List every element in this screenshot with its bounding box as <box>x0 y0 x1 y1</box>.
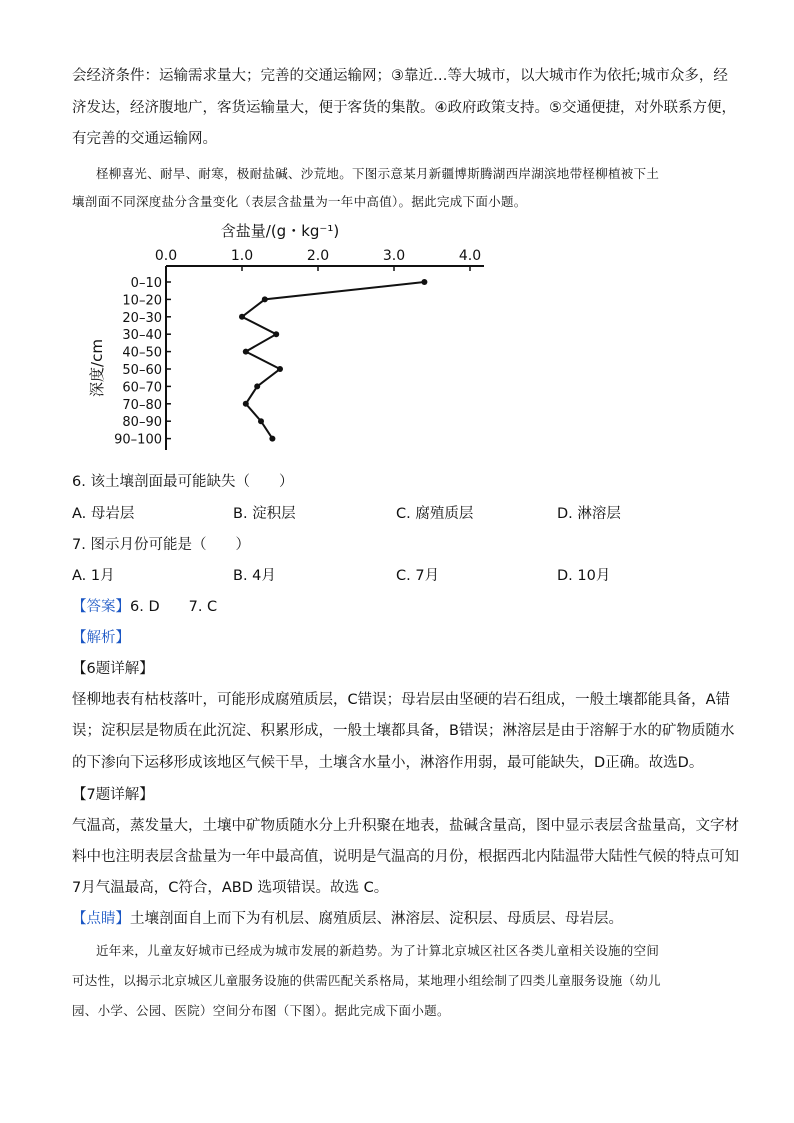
d7-line-2: 料中也注明表层含盐量为一年中最高值，说明是气温高的月份，根据西北内陆温带大陆性气候的特点可知 <box>72 849 739 865</box>
y-tick-label: 80–90 <box>122 415 162 431</box>
y-tick-label: 30–40 <box>122 328 162 344</box>
intro-line-3: 有完善的交通运输网。 <box>72 131 217 147</box>
y-tick-label: 50–60 <box>122 363 162 378</box>
q6-option-d: D. 淋溶层 <box>557 506 621 522</box>
tip-line <box>72 909 623 929</box>
x-tick-label: 1.0 <box>230 248 254 264</box>
material-line-1: 柽柳喜光、耐旱、耐寒，极耐盐碱、沙荒地。下图示意某月新疆博斯腾湖西岸湖滨地带柽柳植被下土 <box>96 166 660 181</box>
x-tick-label: 3.0 <box>382 248 406 264</box>
y-tick-label: 60–70 <box>122 380 162 396</box>
d6-line-2: 误；淀积层是物质在此沉淀、积累形成，一般土壤都具备，B错误；淋溶层是由于溶解于水的矿物质随水 <box>72 723 735 739</box>
next-line-2: 可达性，以揭示北京城区儿童服务设施的供需匹配关系格局，某地理小组绘制了四类儿童服务设施（幼儿 <box>72 973 661 988</box>
chart-ylabel: 深度/cm <box>88 339 106 397</box>
next-line-1: 近年来，儿童友好城市已经成为城市发展的新趋势。为了计算北京城区社区各类儿童相关设施的空间 <box>96 943 660 958</box>
q6-stem: 6. 该土壤剖面最可能缺失（ ） <box>72 474 294 490</box>
y-tick-label: 10–20 <box>122 293 162 309</box>
data-point <box>254 383 260 389</box>
data-point <box>269 436 275 442</box>
intro-line-1: 会经济条件：运输需求量大；完善的交通运输网；③靠近…等大城市，以大城市作为依托;城市众多，经 <box>72 68 728 84</box>
q7-option-d: D. 10月 <box>557 568 611 584</box>
q6-option-c: C. 腐殖质层 <box>396 506 474 522</box>
d7-line-3: 7月气温最高，C符合，ABD 选项错误。故选 C。 <box>72 880 389 896</box>
d7-title: 【7题详解】 <box>72 787 154 803</box>
tip-text: 土壤剖面自上而下为有机层、腐殖质层、淋溶层、淀积层、母质层、母岩层。 <box>130 911 623 927</box>
y-tick-label: 90–100 <box>114 432 162 448</box>
x-tick-label: 2.0 <box>306 248 330 264</box>
y-tick-label: 70–80 <box>122 397 162 413</box>
y-tick-label: 0–10 <box>130 276 162 291</box>
answer-text: 6. D 7. C <box>130 599 218 615</box>
tip-tag: 【点睛】 <box>72 911 130 927</box>
next-line-3: 园、小学、公园、医院）空间分布图（下图）。据此完成下面小题。 <box>72 1003 450 1018</box>
x-tick-label: 0.0 <box>154 248 178 264</box>
d6-line-3: 的下渗向下运移形成该地区气候干旱，土壤含水量小，淋溶作用弱，最可能缺失，D正确。故选D。 <box>72 755 704 771</box>
data-point <box>243 401 249 407</box>
d7-line-1: 气温高，蒸发量大，土壤中矿物质随水分上升积聚在地表，盐碱含量高，图中显示表层含盐量高，文字材 <box>72 818 739 834</box>
intro-line-2: 济发达，经济腹地广，客货运输量大，便于客货的集散。④政府政策支持。⑤交通便捷，对外联系方便， <box>72 100 736 116</box>
data-point <box>273 331 279 337</box>
q7-stem: 7. 图示月份可能是（ ） <box>72 537 250 553</box>
data-point <box>243 349 249 355</box>
q7-option-b: B. 4月 <box>233 568 276 584</box>
answer-line <box>72 597 217 617</box>
x-tick-label: 4.0 <box>458 248 482 264</box>
answer-tag: 【答案】 <box>72 599 130 615</box>
d6-line-1: 怪柳地表有枯枝落叶，可能形成腐殖质层，C错误；母岩层由坚硬的岩石组成，一般土壤都能具备，A错 <box>72 692 731 708</box>
data-point <box>258 418 264 424</box>
data-point <box>262 296 268 302</box>
q6-option-a: A. 母岩层 <box>72 506 135 522</box>
data-point <box>421 279 427 285</box>
material-line-2: 壤剖面不同深度盐分含量变化（表层含盐量为一年中高值）。据此完成下面小题。 <box>72 194 527 209</box>
y-tick-label: 20–30 <box>122 310 162 326</box>
q6-option-b: B. 淀积层 <box>233 506 296 522</box>
data-point <box>239 314 245 320</box>
salt-series-line <box>242 282 424 439</box>
y-tick-label: 40–50 <box>122 345 162 361</box>
d6-title: 【6题详解】 <box>72 661 154 677</box>
q7-option-c: C. 7月 <box>396 568 440 584</box>
salt-depth-chart <box>80 218 500 458</box>
analysis-tag: 【解析】 <box>72 630 130 646</box>
chart-xlabel: 含盐量/(g・kg⁻¹) <box>220 222 340 240</box>
data-point <box>277 366 283 372</box>
q7-option-a: A. 1月 <box>72 568 115 584</box>
